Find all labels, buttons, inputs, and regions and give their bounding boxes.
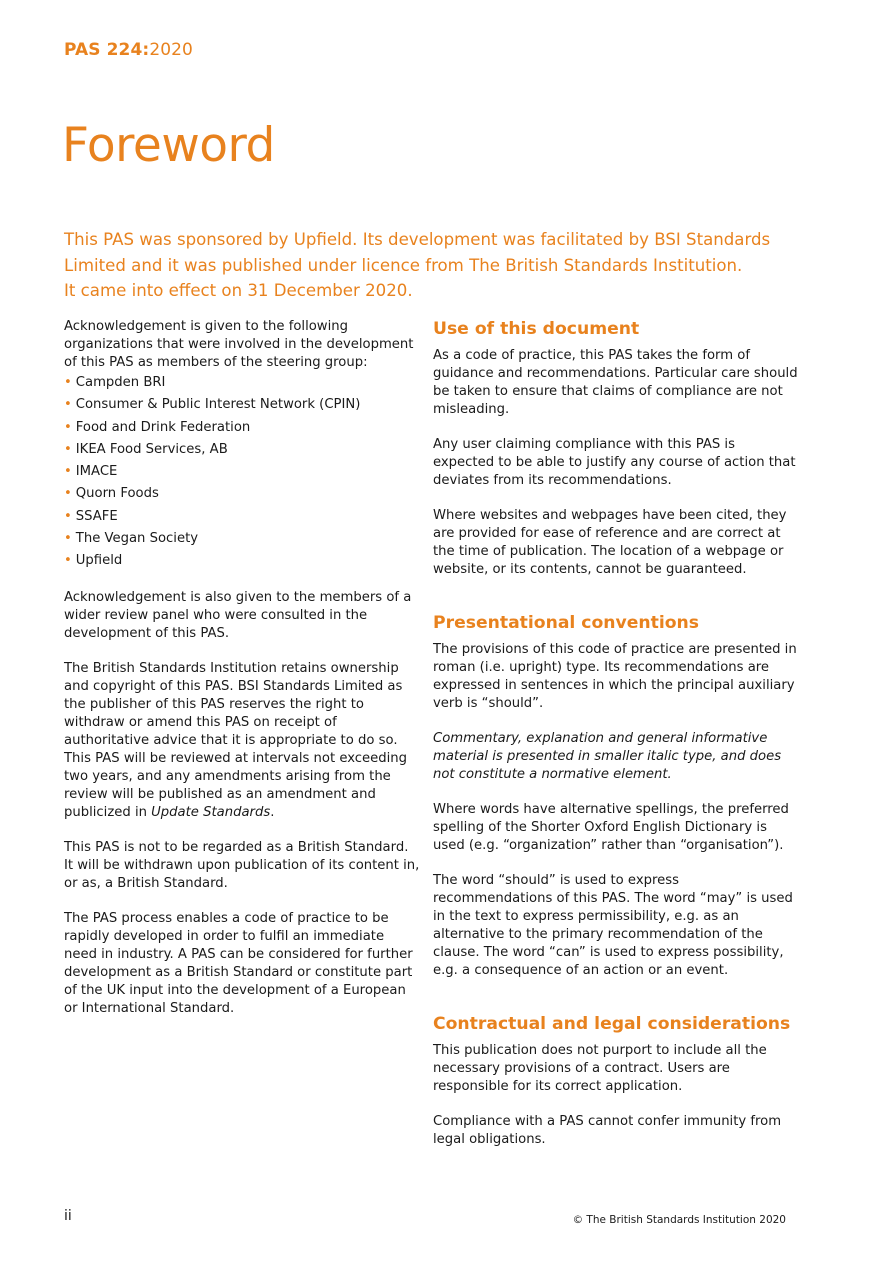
use-paragraph: As a code of practice, this PAS takes the form of guidance and recommendations. Particular care should be taken to ensure that claims of compliance are not misleading. bbox=[433, 348, 798, 417]
list-item: • The Vegan Society bbox=[64, 531, 199, 547]
status-paragraph: This PAS is not to be regarded as a British Standard. It will be withdrawn upon publication of its content in, or as, a British Standard. bbox=[64, 840, 420, 892]
bullet-icon: • bbox=[64, 419, 72, 435]
bullet-icon: • bbox=[64, 531, 72, 547]
commentary-paragraph: Commentary, explanation and general informative material is presented in smaller italic type, and does not constitute a normative element. bbox=[433, 731, 782, 782]
list-item: • Consumer & Public Interest Network (CPIN) bbox=[64, 397, 361, 413]
bullet-icon: • bbox=[64, 441, 72, 457]
bullet-icon: • bbox=[64, 375, 72, 390]
bullet-icon: • bbox=[64, 397, 72, 413]
conventions-paragraph: The word “should” is used to express recommendations of this PAS. The word “may” is used in the text to express permissibility, e.g. as an alternative to the primary recommendation of the clause. The word “can” is used to express possibility, e.g. a consequence of an action or an event. bbox=[433, 873, 793, 978]
legal-paragraph: This publication does not purport to include all the necessary provisions of a contract. Users are responsible for its correct application. bbox=[433, 1043, 767, 1094]
pas-year: 2020 bbox=[149, 40, 193, 60]
use-paragraph: Where websites and webpages have been cited, they are provided for ease of reference and are correct at the time of publication. The location of a webpage or website, or its contents, cannot be guaranteed. bbox=[433, 508, 787, 577]
contractual-legal-heading: Contractual and legal considerations bbox=[433, 1014, 791, 1034]
list-item: • SSAFE bbox=[64, 508, 118, 524]
page-title: Foreword bbox=[62, 118, 275, 173]
bullet-icon: • bbox=[64, 553, 72, 569]
intro-statement bbox=[64, 227, 804, 304]
running-header bbox=[64, 40, 193, 60]
conventions-paragraph: The provisions of this code of practice are presented in roman (i.e. upright) type. Its recommendations are expressed in sentences in which the principal auxiliary verb is “should”. bbox=[433, 642, 797, 711]
steering-group-list bbox=[64, 374, 420, 570]
bullet-icon: • bbox=[64, 464, 72, 480]
process-paragraph: The PAS process enables a code of practice to be rapidly developed in order to fulfil an immediate need in industry. A PAS can be considered for further development as a British Standard or constitute part of the UK input into the development of a European or International Standard. bbox=[64, 911, 413, 1017]
list-item: • IKEA Food Services, AB bbox=[64, 441, 228, 457]
legal-paragraph: Compliance with a PAS cannot confer immunity from legal obligations. bbox=[433, 1114, 782, 1147]
review-panel-paragraph: Acknowledgement is also given to the members of a wider review panel who were consulted in the development of this PAS. bbox=[64, 590, 412, 642]
intro-line: Limited and it was published under licence from The British Standards Institution. bbox=[64, 255, 743, 275]
left-column bbox=[64, 318, 420, 1035]
pas-number: PAS 224: bbox=[64, 40, 150, 60]
list-item: • Food and Drink Federation bbox=[64, 419, 251, 435]
presentational-conventions-heading: Presentational conventions bbox=[433, 613, 700, 633]
list-item: • Quorn Foods bbox=[64, 486, 159, 502]
list-item: • Upfield bbox=[64, 553, 123, 569]
update-standards-title: Update Standards bbox=[151, 805, 271, 821]
intro-line: It came into effect on 31 December 2020. bbox=[64, 281, 413, 300]
copyright-notice: © The British Standards Institution 2020 bbox=[572, 1214, 786, 1226]
intro-line: This PAS was sponsored by Upfield. Its development was facilitated by BSI Standards bbox=[64, 230, 771, 249]
conventions-paragraph: Where words have alternative spellings, the preferred spelling of the Shorter Oxford English Dictionary is used (e.g. “organization” rather than “organisation”). bbox=[433, 802, 789, 853]
use-paragraph: Any user claiming compliance with this PAS is expected to be able to justify any course of action that deviates from its recommendations. bbox=[433, 437, 796, 488]
list-item: • Campden BRI bbox=[64, 375, 166, 390]
acknowledgement-intro: Acknowledgement is given to the following organizations that were involved in the development of this PAS as members of the steering group: bbox=[64, 319, 414, 370]
bullet-icon: • bbox=[64, 508, 72, 524]
use-of-document-heading: Use of this document bbox=[433, 319, 640, 339]
list-item: • IMACE bbox=[64, 464, 118, 480]
right-column bbox=[433, 318, 798, 1166]
ownership-paragraph: The British Standards Institution retains ownership and copyright of this PAS. BSI Standards Limited as the publisher of this PAS reserves the right to withdraw or amend this PAS on receipt of authoritative advice that it is appropriate to do so. This PAS will be reviewed at intervals not exceeding two years, and any amendments arising from the review will be published as an amendment and publicized in Update Standards. bbox=[64, 661, 408, 821]
bullet-icon: • bbox=[64, 486, 72, 502]
page-number: ii bbox=[64, 1208, 72, 1224]
